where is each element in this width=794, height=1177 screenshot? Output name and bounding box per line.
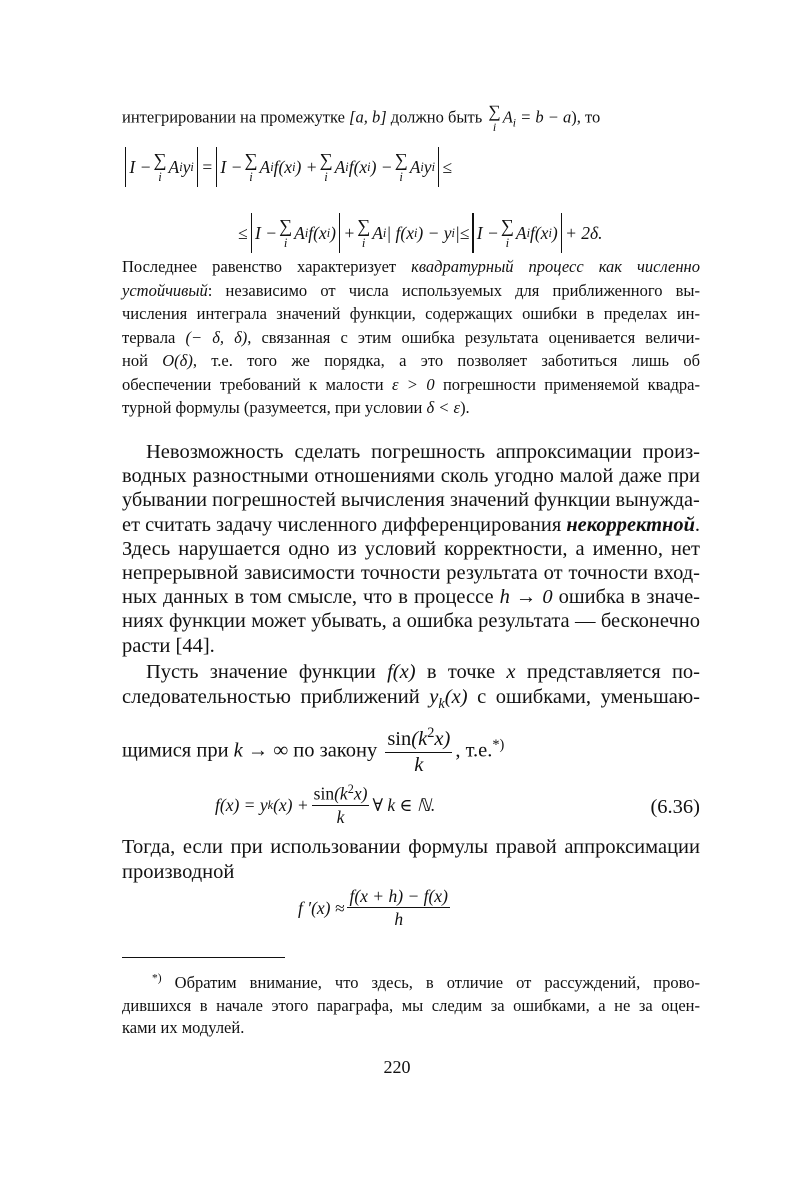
text-line <box>152 972 700 994</box>
math-text: [a, b] <box>349 107 387 127</box>
text-line <box>122 397 700 419</box>
math-text: f ′(x) ≈ <box>298 897 345 918</box>
fraction <box>347 886 449 929</box>
math-text: y <box>182 156 191 177</box>
denominator <box>414 753 423 778</box>
math-text: A <box>168 156 180 177</box>
text-run: тервала <box>122 327 186 347</box>
text-line <box>122 350 700 372</box>
math-text: ≤ <box>442 156 452 177</box>
sigma-symbol: ∑ <box>319 149 333 170</box>
sigma-symbol: ∑ <box>500 215 514 236</box>
math-text: I − <box>476 222 499 243</box>
math-text: k <box>414 754 424 777</box>
subscript: i <box>431 159 435 174</box>
sigma-symbol: ∑ <box>153 149 167 170</box>
sum-index: i <box>505 235 510 250</box>
math-text: I − <box>129 156 152 177</box>
text-run: водных разностными отношениями сколь угодно малой даже при <box>122 465 700 488</box>
text-run: щимися при <box>122 739 234 762</box>
math-text: k <box>336 806 345 827</box>
math-text: ) + <box>295 156 318 177</box>
superscript: *) <box>152 972 162 985</box>
text-line <box>122 280 700 302</box>
text-line <box>146 440 700 464</box>
absolute-bar <box>561 213 562 253</box>
absolute-bar <box>438 147 439 187</box>
summation <box>488 103 500 134</box>
equation-error-bound-2 <box>238 213 708 253</box>
superscript: 2 <box>347 782 354 796</box>
superscript: *) <box>492 736 505 753</box>
math-text: O(δ) <box>162 351 193 370</box>
sum-index: i <box>361 235 366 250</box>
math-text: A <box>502 107 513 127</box>
sigma-symbol: ∑ <box>488 102 501 121</box>
absolute-bar <box>216 147 217 187</box>
math-text: I − <box>220 156 243 177</box>
math-text: f(x <box>273 156 293 177</box>
equation-right-difference <box>298 886 558 929</box>
text-run: Пусть значение функции <box>146 661 388 683</box>
text-run: sin <box>387 727 412 750</box>
text-line <box>122 634 700 658</box>
summation <box>395 151 408 184</box>
sigma-symbol: ∑ <box>394 149 408 170</box>
math-text: = b − a <box>516 107 572 127</box>
text-run: должно быть <box>386 107 487 127</box>
text-run: непрерывной зависимости точности результата от точности вход- <box>122 562 700 584</box>
text-run: sin <box>313 783 335 804</box>
sigma-symbol: ∑ <box>244 149 258 170</box>
math-text: A <box>334 156 346 177</box>
text-run: , т.е. <box>455 739 493 762</box>
text-run: следовательностью приближений <box>122 686 430 708</box>
denominator <box>394 908 403 929</box>
intro-line <box>122 103 700 134</box>
math-text: (k <box>411 727 428 750</box>
absolute-bar <box>339 213 340 253</box>
subscript: i <box>345 159 349 174</box>
subscript: i <box>190 159 194 174</box>
subscript: i <box>413 225 418 240</box>
math-text: h → 0 <box>499 586 553 609</box>
math-text: ) − y <box>417 222 452 243</box>
math-text: y <box>429 686 439 708</box>
math-text: I − <box>255 222 278 243</box>
math-text: (− δ, δ) <box>185 327 248 347</box>
sum-index: i <box>283 235 288 250</box>
equation-number: (6.36) <box>650 796 700 818</box>
summation <box>244 151 257 184</box>
text-run: по закону <box>288 739 383 762</box>
sum-index: i <box>158 169 162 184</box>
text-line <box>122 1017 700 1039</box>
equation-error-bound-1 <box>122 147 700 187</box>
text-run: числения интеграла значений функции, содержащих ошибки в пределах ин- <box>122 304 700 323</box>
text-line <box>122 685 700 711</box>
text-run: интегрировании на промежутке <box>122 107 350 127</box>
math-text: y <box>423 156 432 177</box>
text-run: , связанная с этим ошибка результата оценивается величи- <box>247 327 700 347</box>
subscript: k <box>438 696 445 713</box>
absolute-bar <box>472 213 473 253</box>
text-run: ), то <box>571 107 601 127</box>
subscript: i <box>526 225 530 240</box>
text-line <box>122 374 700 396</box>
math-text: | f(x <box>386 222 414 243</box>
text-run: производной <box>122 861 235 883</box>
equation-6-36 <box>215 783 515 827</box>
math-text: A <box>409 156 421 177</box>
subscript: i <box>548 225 552 240</box>
sum-index: i <box>324 169 328 184</box>
text-line <box>122 537 700 561</box>
math-text: δ < ε <box>426 398 461 417</box>
math-text: f(x <box>348 156 368 177</box>
summation <box>320 151 333 184</box>
text-line <box>122 726 700 778</box>
numerator <box>312 783 370 806</box>
math-text: ) <box>330 222 336 243</box>
sum-index: i <box>399 169 403 184</box>
summation <box>357 217 370 250</box>
text-line <box>122 327 700 349</box>
superscript: 2 <box>427 725 435 741</box>
math-text: k → ∞ <box>233 739 289 762</box>
math-text: x) <box>434 727 451 750</box>
math-text: f(x <box>529 222 549 243</box>
text-line <box>122 835 700 859</box>
emphasis-text: некорректной <box>566 513 695 536</box>
subscript: i <box>179 159 183 174</box>
text-run: Здесь нарушается одно из условий корректности, а именно, нет <box>122 537 700 560</box>
subscript: k <box>267 797 274 812</box>
subscript: i <box>451 225 455 240</box>
italic-text: квадратурный процесс как численно <box>411 257 700 276</box>
text-run: ет считать задачу численного дифференцирования <box>122 513 567 536</box>
text-run: убывании погрешностей вычисления значений функции вынужда- <box>122 489 700 512</box>
text-run: ной <box>122 351 163 370</box>
sum-index: i <box>249 169 253 184</box>
math-text: = <box>201 156 213 177</box>
math-text: ε > 0 <box>391 374 435 394</box>
math-text: A <box>294 222 305 243</box>
fraction <box>312 783 370 827</box>
subscript: i <box>326 225 331 240</box>
subscript: i <box>367 159 371 174</box>
sigma-symbol: ∑ <box>357 215 371 236</box>
summation <box>279 217 292 250</box>
sigma-symbol: ∑ <box>279 215 293 236</box>
math-text: (k <box>334 783 348 804</box>
text-run: в точке <box>415 661 507 683</box>
text-run: ниях функции может убывать, а ошибка результата — бесконечно <box>122 610 700 633</box>
italic-text: устойчивый <box>122 280 208 300</box>
math-text: A <box>259 156 271 177</box>
subscript: i <box>420 159 424 174</box>
math-text: |≤ <box>454 222 470 243</box>
text-run: Невозможность сделать погрешность аппроксимации произ- <box>146 441 700 463</box>
text-line <box>122 609 700 633</box>
text-line <box>122 488 700 512</box>
text-run: Последнее равенство характеризует <box>122 257 412 276</box>
footnote-rule <box>122 957 285 958</box>
absolute-bar <box>251 213 252 253</box>
summation <box>153 151 166 184</box>
math-text: x <box>506 661 516 683</box>
summation <box>501 217 514 250</box>
math-text: A <box>372 222 383 243</box>
denominator <box>337 806 345 827</box>
sum-index: i <box>492 120 497 135</box>
fraction <box>385 726 452 778</box>
text-run: ных данных в том смысле, что в процессе <box>122 586 500 609</box>
math-text: + <box>343 222 356 243</box>
subscript: i <box>292 159 296 174</box>
text-run: ошибка в значе- <box>552 586 701 609</box>
text-line <box>122 585 700 609</box>
text-run: , т.е. того же порядка, а это позволяет заботиться лишь об <box>192 351 700 370</box>
text-line <box>122 561 700 585</box>
numerator <box>385 726 452 753</box>
page-number: 220 <box>383 1057 411 1077</box>
math-text: f(x) <box>387 661 416 683</box>
math-text: + 2δ. <box>565 222 603 243</box>
text-run: Тогда, если при использовании формулы правой аппроксимации <box>122 836 700 858</box>
math-text: f(x <box>308 222 327 243</box>
math-text: ∀ k ∈ ℕ. <box>372 794 436 815</box>
math-text: ≤ <box>238 222 248 243</box>
text-run: ками их модулей. <box>122 1018 245 1037</box>
text-run: : независимо от числа используемых для приближенного вы- <box>207 280 700 300</box>
text-run: . <box>694 513 701 536</box>
text-line <box>122 995 700 1017</box>
math-text: x) <box>353 783 368 804</box>
math-text: h <box>394 909 404 930</box>
text-line <box>122 464 700 488</box>
text-line <box>122 513 701 537</box>
math-text: f(x + h) − f(x) <box>349 886 448 906</box>
absolute-bar <box>125 147 126 187</box>
math-text: (x) <box>444 686 468 708</box>
absolute-bar <box>197 147 198 187</box>
text-line <box>122 303 700 325</box>
text-line <box>122 256 700 278</box>
math-text: ) <box>551 222 558 243</box>
text-run: представляется по- <box>515 661 700 683</box>
text-run: Обратим внимание, что здесь, в отличие от рассуждений, прово- <box>161 973 700 992</box>
subscript: i <box>382 225 387 240</box>
text-line <box>122 860 700 884</box>
text-run: ). <box>460 398 470 417</box>
text-line <box>146 660 700 684</box>
numerator <box>347 886 449 908</box>
text-run: расти [44]. <box>122 634 215 657</box>
text-run: с ошибками, уменьшаю- <box>467 686 701 708</box>
text-run: дившихся в начале этого параграфа, мы следим за ошибками, а не за оцен- <box>122 995 700 1015</box>
text-run: погрешности применяемой квадра- <box>434 374 700 394</box>
subscript: i <box>270 159 274 174</box>
math-text: ) − <box>370 156 393 177</box>
text-run: турной формулы (разумеется, при условии <box>122 398 427 417</box>
subscript: i <box>304 225 309 240</box>
text-run: обеспечении требований к малости <box>122 374 392 394</box>
subscript: i <box>512 117 517 130</box>
math-text: A <box>515 222 527 243</box>
math-text: (x) + <box>273 794 309 815</box>
math-text: f(x) = y <box>215 794 268 815</box>
